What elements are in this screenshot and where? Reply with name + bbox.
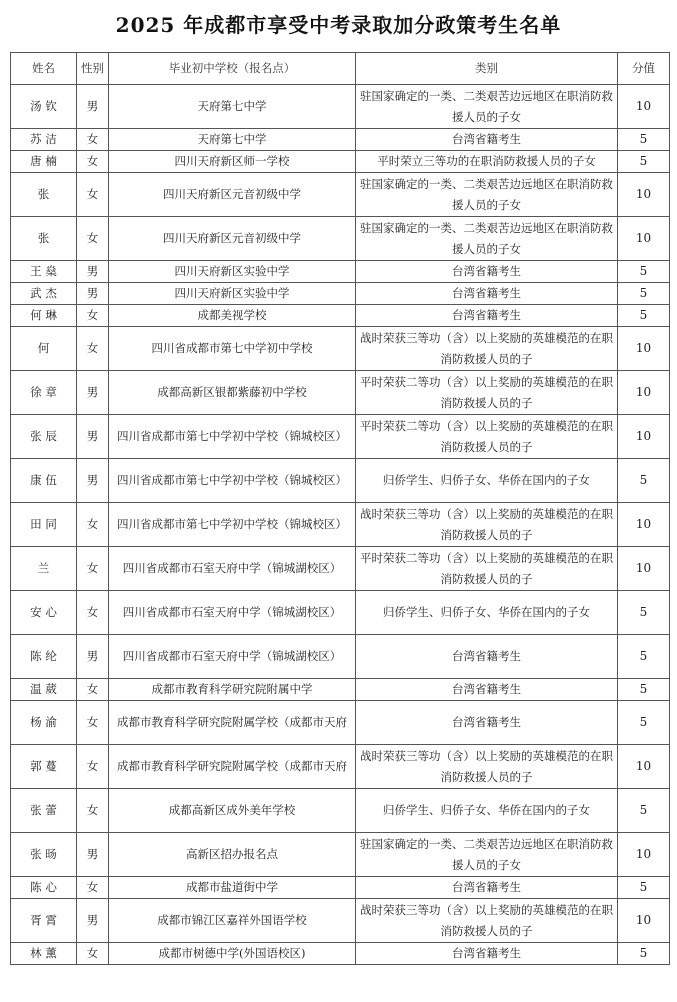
cell-name: 安 心: [11, 591, 77, 635]
table-row: [11, 745, 670, 789]
cell-gender: 女: [77, 305, 109, 327]
cell-score: 5: [618, 129, 670, 151]
cell-name: 张 蕾: [11, 789, 77, 833]
cell-score: 5: [618, 679, 670, 701]
cell-school: 天府第七中学: [109, 129, 356, 151]
cell-category: 归侨学生、归侨子女、华侨在国内的子女: [356, 591, 618, 635]
cell-school: 四川天府新区元音初级中学: [109, 173, 356, 217]
cell-gender: 男: [77, 415, 109, 459]
cell-name: 杨 渝: [11, 701, 77, 745]
cell-category: 台湾省籍考生: [356, 635, 618, 679]
cell-school: 成都市教育科学研究院附属学校（成都市天府: [109, 701, 356, 745]
cell-school: 成都市教育科学研究院附属中学: [109, 679, 356, 701]
cell-category: 战时荣获三等功（含）以上奖励的英雄模范的在职消防救援人员的子: [356, 745, 618, 789]
cell-school: 成都美视学校: [109, 305, 356, 327]
cell-category: 台湾省籍考生: [356, 261, 618, 283]
cell-school: 四川省成都市第七中学初中学校（锦城校区）: [109, 503, 356, 547]
cell-gender: 女: [77, 591, 109, 635]
cell-name: 徐 章: [11, 371, 77, 415]
cell-score: 10: [618, 503, 670, 547]
table-row: [11, 261, 670, 283]
table-row: [11, 503, 670, 547]
cell-category: 台湾省籍考生: [356, 129, 618, 151]
cell-school: 高新区招办报名点: [109, 833, 356, 877]
cell-category: 驻国家确定的一类、二类艰苦边远地区在职消防救援人员的子女: [356, 833, 618, 877]
cell-category: 战时荣获三等功（含）以上奖励的英雄模范的在职消防救援人员的子: [356, 503, 618, 547]
table-row: [11, 833, 670, 877]
cell-category: 战时荣获三等功（含）以上奖励的英雄模范的在职消防救援人员的子: [356, 899, 618, 943]
cell-category: 台湾省籍考生: [356, 679, 618, 701]
page-title: 2025 年成都市享受中考录取加分政策考生名单: [115, 13, 562, 37]
cell-gender: 女: [77, 151, 109, 173]
cell-gender: 女: [77, 173, 109, 217]
cell-gender: 女: [77, 745, 109, 789]
cell-school: 四川省成都市石室天府中学（锦城湖校区）: [109, 547, 356, 591]
cell-score: 5: [618, 635, 670, 679]
cell-name: 温 葳: [11, 679, 77, 701]
cell-gender: 女: [77, 547, 109, 591]
cell-gender: 女: [77, 679, 109, 701]
cell-name: 张: [11, 217, 77, 261]
cell-gender: 女: [77, 217, 109, 261]
cell-category: 台湾省籍考生: [356, 305, 618, 327]
header-score: 分值: [618, 53, 670, 85]
cell-gender: 女: [77, 789, 109, 833]
cell-name: 张: [11, 173, 77, 217]
cell-name: 田 同: [11, 503, 77, 547]
table-row: [11, 459, 670, 503]
cell-name: 武 杰: [11, 283, 77, 305]
table-row: [11, 701, 670, 745]
cell-name: 汤 钦: [11, 85, 77, 129]
cell-category: 台湾省籍考生: [356, 701, 618, 745]
table-row: [11, 327, 670, 371]
table-row: [11, 217, 670, 261]
cell-gender: 女: [77, 701, 109, 745]
cell-category: 平时荣立三等功的在职消防救援人员的子女: [356, 151, 618, 173]
cell-school: 成都市锦江区嘉祥外国语学校: [109, 899, 356, 943]
cell-score: 5: [618, 283, 670, 305]
cell-school: 四川天府新区实验中学: [109, 283, 356, 305]
cell-score: 5: [618, 151, 670, 173]
cell-gender: 男: [77, 635, 109, 679]
cell-category: 战时荣获三等功（含）以上奖励的英雄模范的在职消防救援人员的子: [356, 327, 618, 371]
cell-score: 10: [618, 899, 670, 943]
cell-name: 陈 心: [11, 877, 77, 899]
table-row: [11, 877, 670, 899]
cell-score: 5: [618, 591, 670, 635]
cell-gender: 女: [77, 943, 109, 965]
cell-score: 10: [618, 547, 670, 591]
cell-score: 10: [618, 745, 670, 789]
cell-category: 平时荣获二等功（含）以上奖励的英雄模范的在职消防救援人员的子: [356, 415, 618, 459]
cell-school: 四川天府新区元音初级中学: [109, 217, 356, 261]
table-row: [11, 899, 670, 943]
cell-name: 唐 楠: [11, 151, 77, 173]
cell-gender: 男: [77, 283, 109, 305]
cell-name: 苏 洁: [11, 129, 77, 151]
header-category: 类别: [356, 53, 618, 85]
cell-category: 归侨学生、归侨子女、华侨在国内的子女: [356, 459, 618, 503]
cell-score: 10: [618, 415, 670, 459]
cell-name: 林 薰: [11, 943, 77, 965]
cell-name: 张 旸: [11, 833, 77, 877]
cell-school: 成都市树德中学(外国语校区): [109, 943, 356, 965]
cell-name: 张 辰: [11, 415, 77, 459]
table-header-row: [11, 53, 670, 85]
cell-school: 成都高新区成外美年学校: [109, 789, 356, 833]
cell-name: 郭 蔓: [11, 745, 77, 789]
cell-school: 成都市盐道街中学: [109, 877, 356, 899]
cell-score: 5: [618, 943, 670, 965]
table-row: [11, 547, 670, 591]
cell-score: 5: [618, 701, 670, 745]
candidate-table: [10, 52, 670, 965]
cell-score: 5: [618, 877, 670, 899]
cell-score: 10: [618, 85, 670, 129]
cell-category: 驻国家确定的一类、二类艰苦边远地区在职消防救援人员的子女: [356, 173, 618, 217]
table-row: [11, 173, 670, 217]
cell-score: 10: [618, 327, 670, 371]
cell-category: 驻国家确定的一类、二类艰苦边远地区在职消防救援人员的子女: [356, 85, 618, 129]
cell-score: 10: [618, 173, 670, 217]
table-row: [11, 151, 670, 173]
cell-school: 四川省成都市石室天府中学（锦城湖校区）: [109, 591, 356, 635]
cell-school: 成都高新区银都紫藤初中学校: [109, 371, 356, 415]
table-row: [11, 415, 670, 459]
cell-score: 10: [618, 217, 670, 261]
cell-score: 10: [618, 833, 670, 877]
cell-category: 平时荣获二等功（含）以上奖励的英雄模范的在职消防救援人员的子: [356, 371, 618, 415]
cell-gender: 男: [77, 833, 109, 877]
cell-score: 5: [618, 789, 670, 833]
cell-category: 驻国家确定的一类、二类艰苦边远地区在职消防救援人员的子女: [356, 217, 618, 261]
cell-score: 10: [618, 371, 670, 415]
header-school: 毕业初中学校（报名点）: [109, 53, 356, 85]
table-row: [11, 789, 670, 833]
table-row: [11, 679, 670, 701]
table-body: [11, 85, 670, 965]
cell-name: 何 琳: [11, 305, 77, 327]
cell-category: 归侨学生、归侨子女、华侨在国内的子女: [356, 789, 618, 833]
cell-name: 兰: [11, 547, 77, 591]
header-name: 姓名: [11, 53, 77, 85]
cell-category: 台湾省籍考生: [356, 877, 618, 899]
table-row: [11, 85, 670, 129]
cell-name: 何: [11, 327, 77, 371]
cell-score: 5: [618, 261, 670, 283]
cell-school: 四川天府新区师一学校: [109, 151, 356, 173]
cell-gender: 女: [77, 503, 109, 547]
cell-score: 5: [618, 305, 670, 327]
cell-score: 5: [618, 459, 670, 503]
cell-gender: 男: [77, 261, 109, 283]
table-row: [11, 283, 670, 305]
cell-school: 四川省成都市石室天府中学（锦城湖校区）: [109, 635, 356, 679]
cell-category: 台湾省籍考生: [356, 283, 618, 305]
table-row: [11, 943, 670, 965]
cell-gender: 女: [77, 877, 109, 899]
cell-gender: 男: [77, 85, 109, 129]
cell-name: 陈 纶: [11, 635, 77, 679]
header-gender: 性别: [77, 53, 109, 85]
cell-school: 四川省成都市第七中学初中学校（锦城校区）: [109, 415, 356, 459]
cell-category: 平时荣获二等功（含）以上奖励的英雄模范的在职消防救援人员的子: [356, 547, 618, 591]
cell-school: 成都市教育科学研究院附属学校（成都市天府: [109, 745, 356, 789]
cell-name: 康 伍: [11, 459, 77, 503]
table-row: [11, 129, 670, 151]
cell-school: 四川省成都市第七中学初中学校: [109, 327, 356, 371]
cell-gender: 女: [77, 327, 109, 371]
cell-gender: 男: [77, 899, 109, 943]
cell-gender: 男: [77, 371, 109, 415]
cell-gender: 男: [77, 459, 109, 503]
cell-school: 四川省成都市第七中学初中学校（锦城校区）: [109, 459, 356, 503]
cell-category: 台湾省籍考生: [356, 943, 618, 965]
table-row: [11, 305, 670, 327]
cell-name: 王 燊: [11, 261, 77, 283]
table-row: [11, 635, 670, 679]
cell-name: 胥 霄: [11, 899, 77, 943]
table-row: [11, 591, 670, 635]
cell-gender: 女: [77, 129, 109, 151]
table-row: [11, 371, 670, 415]
cell-school: 天府第七中学: [109, 85, 356, 129]
cell-school: 四川天府新区实验中学: [109, 261, 356, 283]
